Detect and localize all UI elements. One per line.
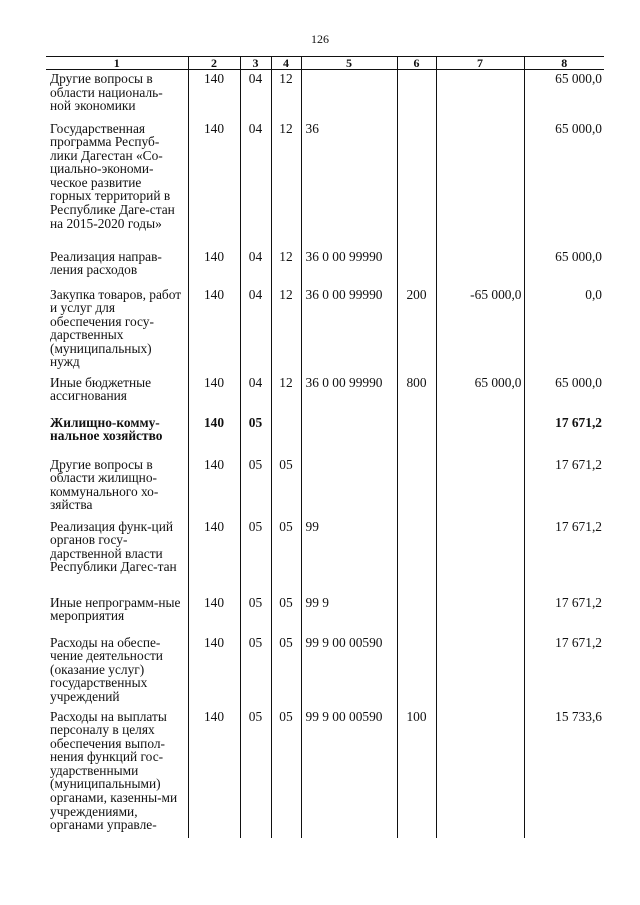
table-row bbox=[46, 594, 604, 634]
expense-type-cell: 100 bbox=[397, 708, 436, 838]
column-header: 1 bbox=[46, 57, 188, 70]
column-header: 5 bbox=[301, 57, 397, 70]
subchapter-code-cell: 05 bbox=[271, 518, 301, 594]
column-header: 8 bbox=[524, 57, 604, 70]
column-header: 2 bbox=[188, 57, 240, 70]
target-article-cell: 36 0 00 99990 bbox=[301, 248, 397, 286]
chapter-code-cell: 05 bbox=[240, 594, 271, 634]
chapter-code-cell: 04 bbox=[240, 248, 271, 286]
change-amount-cell bbox=[436, 456, 524, 518]
chapter-code-cell: 05 bbox=[240, 414, 271, 456]
target-article-cell: 99 bbox=[301, 518, 397, 594]
change-amount-cell bbox=[436, 248, 524, 286]
subchapter-code-cell: 12 bbox=[271, 374, 301, 414]
column-header: 7 bbox=[436, 57, 524, 70]
section-code-cell: 140 bbox=[188, 248, 240, 286]
chapter-code-cell: 04 bbox=[240, 286, 271, 374]
table-header-row bbox=[46, 57, 604, 70]
row-name-cell: Расходы на обеспе-чение деятельности (оказание услуг) государственных учреждений bbox=[50, 634, 163, 704]
budget-table bbox=[46, 56, 604, 838]
target-article-cell bbox=[301, 414, 397, 456]
change-amount-cell bbox=[436, 634, 524, 708]
total-amount-cell: 65 000,0 bbox=[524, 120, 604, 248]
row-name-cell: Государственная программа Респуб-лики Дагестан «Со-циально-экономи-ческое развитие горных территорий в Республике Даге-стан на 2015-2020 годы» bbox=[50, 120, 175, 231]
section-code-cell: 140 bbox=[188, 70, 240, 120]
column-header: 4 bbox=[271, 57, 301, 70]
total-amount-cell: 17 671,2 bbox=[524, 634, 604, 708]
change-amount-cell bbox=[436, 518, 524, 594]
total-amount-cell: 0,0 bbox=[524, 286, 604, 374]
subchapter-code-cell: 05 bbox=[271, 456, 301, 518]
expense-type-cell: 200 bbox=[397, 286, 436, 374]
page-number: 126 bbox=[311, 32, 329, 46]
change-amount-cell: -65 000,0 bbox=[436, 286, 524, 374]
table-row bbox=[46, 70, 604, 120]
expense-type-cell: 800 bbox=[397, 374, 436, 414]
total-amount-cell: 17 671,2 bbox=[524, 456, 604, 518]
expense-type-cell bbox=[397, 120, 436, 248]
total-amount-cell: 17 671,2 bbox=[524, 594, 604, 634]
row-name-cell: Расходы на выплаты персоналу в целях обеспечения выпол-нения функций гос-ударственными (муниципальными) органами, казенны-ми учреждениями, органами управле- bbox=[50, 708, 178, 833]
target-article-cell: 99 9 00 00590 bbox=[301, 708, 397, 838]
table-row bbox=[46, 634, 604, 708]
chapter-code-cell: 04 bbox=[240, 374, 271, 414]
table-row bbox=[46, 248, 604, 286]
target-article-cell: 99 9 bbox=[301, 594, 397, 634]
section-code-cell: 140 bbox=[188, 374, 240, 414]
table-row bbox=[46, 456, 604, 518]
expense-type-cell bbox=[397, 456, 436, 518]
table-row bbox=[46, 518, 604, 594]
row-name-cell: Иные бюджетные ассигнования bbox=[50, 374, 152, 404]
total-amount-cell: 17 671,2 bbox=[524, 414, 604, 456]
total-amount-cell: 15 733,6 bbox=[524, 708, 604, 838]
column-header: 3 bbox=[240, 57, 271, 70]
chapter-code-cell: 05 bbox=[240, 634, 271, 708]
subchapter-code-cell bbox=[271, 414, 301, 456]
expense-type-cell bbox=[397, 594, 436, 634]
expense-type-cell bbox=[397, 518, 436, 594]
expense-type-cell bbox=[397, 634, 436, 708]
expense-type-cell bbox=[397, 70, 436, 120]
section-code-cell: 140 bbox=[188, 456, 240, 518]
expense-type-cell bbox=[397, 248, 436, 286]
table-body bbox=[46, 70, 604, 838]
chapter-code-cell: 05 bbox=[240, 518, 271, 594]
total-amount-cell: 65 000,0 bbox=[524, 70, 604, 120]
row-name-cell: Реализация функ-ций органов госу-дарственной власти Республики Дагес-тан bbox=[50, 518, 177, 575]
row-name-cell: Реализация направ-ления расходов bbox=[50, 248, 162, 278]
section-code-cell: 140 bbox=[188, 120, 240, 248]
chapter-code-cell: 05 bbox=[240, 456, 271, 518]
chapter-code-cell: 04 bbox=[240, 120, 271, 248]
row-name-cell: Другие вопросы в области жилищно-коммунального хо-зяйства bbox=[50, 456, 159, 513]
chapter-code-cell: 05 bbox=[240, 708, 271, 838]
subchapter-code-cell: 05 bbox=[271, 594, 301, 634]
target-article-cell bbox=[301, 70, 397, 120]
subchapter-code-cell: 05 bbox=[271, 634, 301, 708]
section-code-cell: 140 bbox=[188, 286, 240, 374]
target-article-cell: 36 bbox=[301, 120, 397, 248]
total-amount-cell: 17 671,2 bbox=[524, 518, 604, 594]
change-amount-cell bbox=[436, 414, 524, 456]
target-article-cell: 36 0 00 99990 bbox=[301, 286, 397, 374]
row-name-cell: Другие вопросы в области националь-ной экономики bbox=[50, 71, 163, 114]
change-amount-cell bbox=[436, 594, 524, 634]
subchapter-code-cell: 12 bbox=[271, 248, 301, 286]
section-code-cell: 140 bbox=[188, 708, 240, 838]
table-row bbox=[46, 414, 604, 456]
target-article-cell: 99 9 00 00590 bbox=[301, 634, 397, 708]
row-name-cell: Иные непрограмм-ные мероприятия bbox=[50, 594, 181, 624]
table-row bbox=[46, 708, 604, 838]
change-amount-cell bbox=[436, 70, 524, 120]
section-code-cell: 140 bbox=[188, 634, 240, 708]
chapter-code-cell: 04 bbox=[240, 70, 271, 120]
section-code-cell: 140 bbox=[188, 518, 240, 594]
section-code-cell: 140 bbox=[188, 414, 240, 456]
table-row bbox=[46, 374, 604, 414]
subchapter-code-cell: 12 bbox=[271, 286, 301, 374]
expense-type-cell bbox=[397, 414, 436, 456]
subchapter-code-cell: 05 bbox=[271, 708, 301, 838]
change-amount-cell bbox=[436, 708, 524, 838]
change-amount-cell bbox=[436, 120, 524, 248]
total-amount-cell: 65 000,0 bbox=[524, 374, 604, 414]
target-article-cell: 36 0 00 99990 bbox=[301, 374, 397, 414]
column-header: 6 bbox=[397, 57, 436, 70]
row-name-cell: Закупка товаров, работ и услуг для обеспечения госу-дарственных (муниципальных) нужд bbox=[50, 286, 182, 370]
change-amount-cell: 65 000,0 bbox=[436, 374, 524, 414]
section-code-cell: 140 bbox=[188, 594, 240, 634]
target-article-cell bbox=[301, 456, 397, 518]
subchapter-code-cell: 12 bbox=[271, 120, 301, 248]
row-name-cell: Жилищно-комму-нальное хозяйство bbox=[50, 414, 163, 444]
table-row bbox=[46, 286, 604, 374]
total-amount-cell: 65 000,0 bbox=[524, 248, 604, 286]
table-row bbox=[46, 120, 604, 248]
subchapter-code-cell: 12 bbox=[271, 70, 301, 120]
